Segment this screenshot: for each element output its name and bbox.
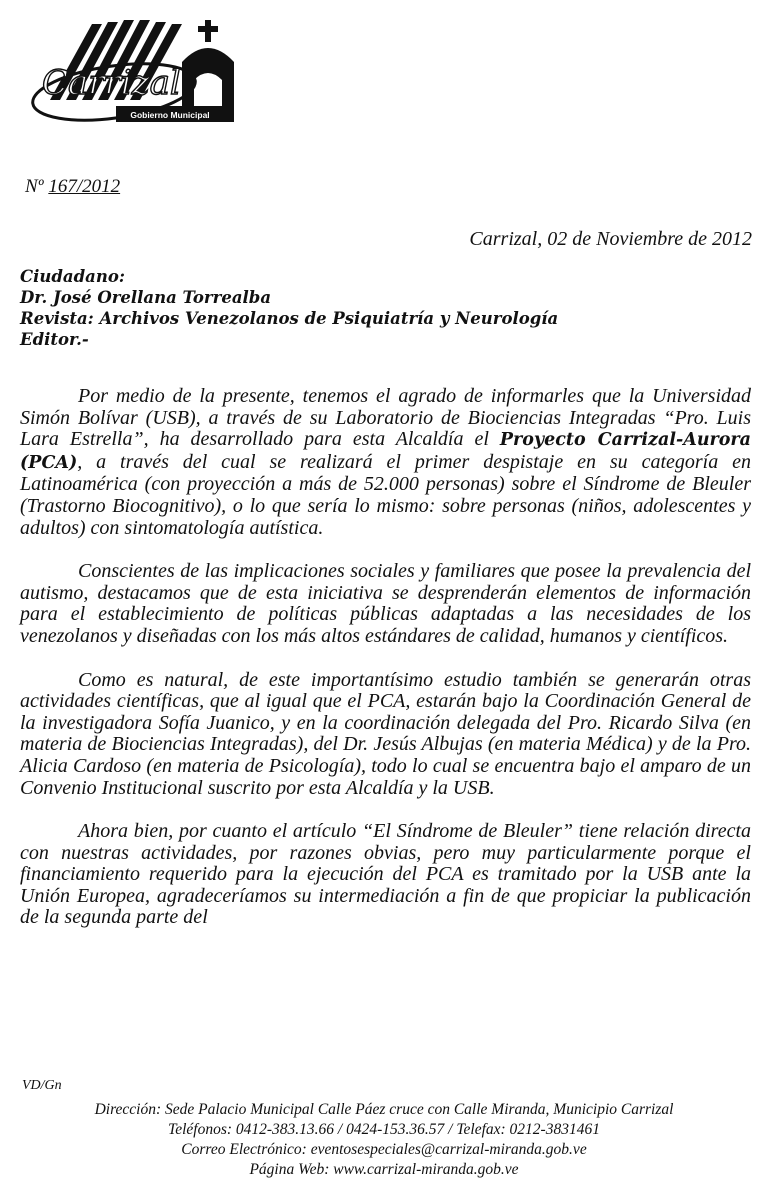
recipient-name: Dr. José Orellana Torrealba: [20, 288, 272, 307]
paragraph-1: [20, 386, 751, 539]
reference-value: 167/2012: [48, 176, 121, 197]
reference-prefix: Nº: [25, 176, 44, 197]
paragraph-1-end: , a través del cual se realizará el primer despistaje en su categoría en Latinoamérica (con proyección a más de 52.000 personas) sobre el Síndrome de Bleuler (Trastorno Biocognitivo), o lo que sería lo mismo: sobre personas (niños, adolescentes y adultos) con sintomatología autística.: [20, 450, 751, 539]
letter-body: [20, 386, 751, 951]
dateline: Carrizal, 02 de Noviembre de 2012: [469, 228, 752, 250]
paragraph-3: Como es natural, de este importantísimo estudio también se generarán otras actividades científicas, que al igual que el PCA, estarán bajo la Coordinación General de la investigadora Sofía Juanico, y en la coordinación delegada del Pro. Ricardo Silva (en materia de Biociencias Integradas), del Dr. Jesús Albujas (en materia Médica) y de la Pro. Alicia Cardoso (en materia de Psicología), todo lo cual se encuentra bajo el amparo de un Convenio Institucional suscrito por esta Alcaldía y la USB.: [20, 668, 751, 799]
logo-caption: Gobierno Municipal: [130, 110, 210, 120]
paragraph-4: Ahora bien, por cuanto el artículo “El Síndrome de Bleuler” tiene relación directa con nuestras actividades, por razones obvias, pero muy particularmente porque el financiamiento requerido para la ejecución del PCA es tramitado por la USB ante la Unión Europea, agradeceríamos su intermediación a fin de que propiciar la publicación de la segunda parte del: [20, 820, 751, 929]
recipient-role: Editor.-: [20, 330, 89, 349]
typist-initials: VD/Gn: [22, 1078, 62, 1093]
paragraph-1-start: Por medio de la presente, tenemos el agrado de informarles que la Universidad Simón Bolívar (USB), a través de su Laboratorio de Biociencias Integradas “Pro. Luis Lara Estrella”, ha desarrollado para esta Alcaldía el: [20, 385, 751, 451]
project-name: Proyecto Carrizal-Aurora (PCA): [20, 430, 751, 473]
recipient-block: [20, 266, 760, 350]
municipal-logo: [22, 10, 252, 128]
logo-script: Carrizal: [42, 63, 181, 103]
footer-web: Página Web: www.carrizal-miranda.gob.ve: [249, 1161, 519, 1178]
recipient-journal: Revista: Archivos Venezolanos de Psiquiatría y Neurología: [20, 309, 559, 328]
footer-email: Correo Electrónico: eventosespeciales@carrizal-miranda.gob.ve: [181, 1141, 587, 1158]
footer-contact: [0, 1100, 768, 1180]
paragraph-2: Conscientes de las implicaciones sociales y familiares que posee la prevalencia del autismo, destacamos que de esta iniciativa se desprenderán elementos de información para el establecimiento de políticas públicas adaptadas a las necesidades de los venezolanos y diseñadas con los más altos estándares de calidad, humanos y científicos.: [20, 560, 751, 647]
footer-phones: Teléfonos: 0412-383.13.66 / 0424-153.36.57 / Telefax: 0212-3831461: [168, 1121, 600, 1138]
footer-address: Dirección: Sede Palacio Municipal Calle Páez cruce con Calle Miranda, Municipio Carrizal: [94, 1101, 674, 1118]
reference-number: [25, 176, 120, 198]
recipient-salutation: Ciudadano:: [20, 267, 125, 286]
